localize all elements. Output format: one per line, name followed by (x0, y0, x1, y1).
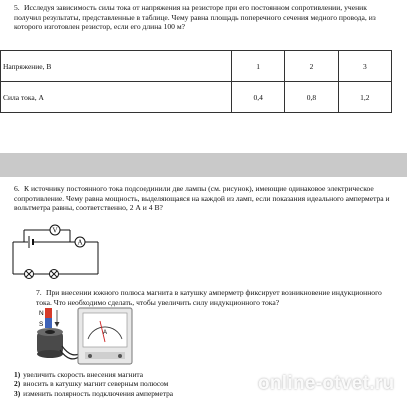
watermark: online-otvet.ru (258, 373, 395, 394)
question-text: При внесении южного полюса магнита в катушку амперметр фиксирует возникновение индукционного тока. Что необходимо сделать, чтобы увеличить силу индукционного тока? (36, 288, 382, 307)
lamp-icon (50, 270, 59, 279)
table-row (1, 51, 392, 82)
circuit-diagram (10, 218, 102, 286)
meter-unit-label: A (102, 330, 108, 336)
question-6 (14, 184, 392, 213)
table-cell: 2 (285, 51, 338, 82)
magnet-north-label: N (39, 310, 44, 317)
answer-text: увеличить скорость внесения магнита (23, 370, 144, 379)
answer-option-3[interactable] (14, 389, 173, 398)
magnet-coil-ammeter-illustration (32, 306, 137, 368)
table-cell: 3 (338, 51, 391, 82)
table-cell: 1,2 (338, 82, 391, 113)
measurement-table (0, 50, 392, 113)
ammeter-label: A (77, 238, 83, 247)
question-text: К источнику постоянного тока подсоединили две лампы (см. рисунок), имеющие одинаковое электрическое сопротивление. Чему равна мощность, выделяющаяся на каждой из ламп, если показания идеального амперметра и вольтметра равны, соответственно, 2 А и 4 В? (14, 184, 390, 213)
answer-option-1[interactable] (14, 370, 173, 379)
question-number: 7. (36, 288, 42, 297)
coil-icon (37, 328, 63, 358)
answer-options (14, 370, 173, 398)
magnet-icon (39, 308, 60, 328)
lamp-icon (25, 270, 34, 279)
ammeter-device-icon (78, 308, 132, 364)
row-header-current: Сила тока, А (1, 82, 232, 113)
ammeter-icon (75, 237, 85, 247)
answer-text: вносить в катушку магнит северным полюсом (23, 379, 169, 389)
battery-icon (29, 236, 33, 248)
table-cell: 0,8 (285, 82, 338, 113)
table-row (1, 82, 392, 113)
answer-number: 1) (14, 370, 21, 379)
voltmeter-icon (50, 225, 60, 235)
question-7 (36, 288, 386, 307)
question-number: 5. (14, 3, 20, 12)
table-cell: 0,4 (232, 82, 285, 113)
answer-number: 3) (14, 388, 21, 398)
voltmeter-label: V (52, 226, 58, 235)
page-separator (0, 153, 407, 177)
magnet-south-label: S (39, 321, 44, 328)
question-5 (14, 3, 392, 32)
answer-option-2[interactable] (14, 379, 173, 388)
table-cell: 1 (232, 51, 285, 82)
row-header-voltage: Напряжение, В (1, 51, 232, 82)
answer-text: изменить полярность подключения амперметра (23, 388, 174, 398)
question-number: 6. (14, 184, 20, 193)
question-text: Исследуя зависимость силы тока от напряжения на резисторе при его постоянном сопротивлении, ученик получил результаты, представленные в таблице. Чему равна площадь поперечного сечения медного провода, из которого изготовлен резистор, если его длина 100 м? (14, 3, 376, 32)
answer-number: 2) (14, 379, 21, 389)
